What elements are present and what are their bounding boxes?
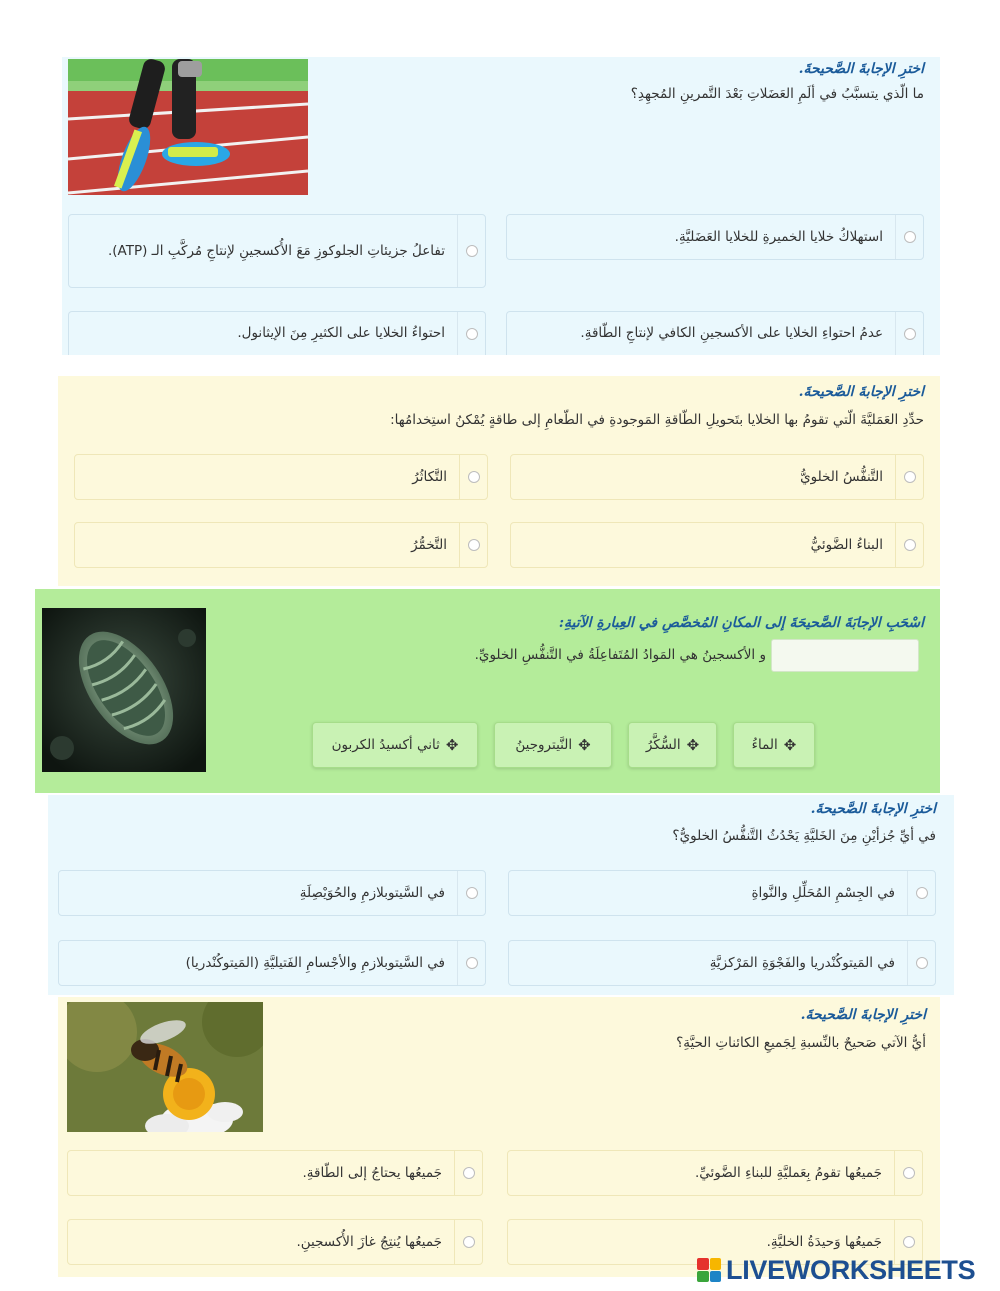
- radio-cell: [895, 455, 923, 499]
- question-1-section: [62, 57, 940, 355]
- radio-cell: [457, 312, 485, 355]
- drag-chip-water[interactable]: [733, 722, 815, 768]
- move-icon: ✥: [686, 736, 700, 754]
- radio-button[interactable]: [903, 1167, 915, 1179]
- radio-button[interactable]: [904, 539, 916, 551]
- radio-cell: [459, 455, 487, 499]
- radio-cell: [907, 941, 935, 985]
- question-4-text: في أيِّ جُزأيْنِ مِنَ الخَليَّةِ يَحْدُثُ التَّنفُّسُ الخلويُّ؟: [672, 828, 936, 844]
- radio-button[interactable]: [468, 539, 480, 551]
- drop-target-box[interactable]: [771, 639, 919, 672]
- option-label: استهلاكُ خلايا الخميرةِ للخلايا العَضَليَّةِ.: [674, 228, 883, 245]
- radio-button[interactable]: [466, 245, 478, 257]
- runner-photo: [68, 59, 308, 195]
- chip-label: الماءُ: [751, 737, 778, 753]
- move-icon: ✥: [783, 736, 797, 754]
- liveworksheets-brand[interactable]: [697, 1253, 995, 1287]
- q5-option-2[interactable]: [67, 1150, 483, 1196]
- radio-button[interactable]: [466, 957, 478, 969]
- liveworksheets-logo-icon: [697, 1258, 721, 1282]
- radio-button[interactable]: [904, 471, 916, 483]
- question-2-title: اخترِ الإجابةَ الصَّحيحةَ.: [798, 384, 924, 400]
- option-label: احتواءُ الخلايا على الكثيرِ مِنَ الإيثانول.: [237, 325, 445, 342]
- q2-option-1[interactable]: [510, 454, 924, 500]
- radio-cell: [894, 1151, 922, 1195]
- radio-button[interactable]: [916, 887, 928, 899]
- option-label: جَميعُها يُنتِجُ غازَ الأُكسجينِ.: [296, 1233, 442, 1250]
- q1-option-1[interactable]: [506, 214, 924, 260]
- option-label: البناءُ الضَّوئيُّ: [810, 536, 883, 553]
- radio-button[interactable]: [466, 887, 478, 899]
- radio-button[interactable]: [916, 957, 928, 969]
- radio-cell: [907, 871, 935, 915]
- radio-button[interactable]: [463, 1236, 475, 1248]
- drag-chip-nitrogen[interactable]: [494, 722, 612, 768]
- radio-cell: [454, 1220, 482, 1264]
- question-4-section: [48, 795, 954, 995]
- question-5-text: أيُّ الآتي صَحيحٌ بالنِّسبةِ لِجَميعِ الكائناتِ الحيَّةِ؟: [676, 1035, 926, 1051]
- drag-chip-sugar[interactable]: [628, 722, 717, 768]
- radio-cell: [457, 215, 485, 287]
- radio-button[interactable]: [904, 231, 916, 243]
- question-3-section: [35, 589, 940, 793]
- radio-cell: [459, 523, 487, 567]
- radio-cell: [895, 215, 923, 259]
- radio-button[interactable]: [468, 471, 480, 483]
- move-icon: ✥: [578, 736, 591, 754]
- mitochondria-photo: [42, 608, 206, 772]
- question-2-text: حدِّدِ العَمَليَّةَ الّتي تقومُ بها الخلايا بتَحويلِ الطّاقةِ المَوجودةِ في الطّعامِ إلى طاقةٍ يُمْكنُ استِخدامُها:: [390, 412, 924, 428]
- question-5-section: [58, 997, 940, 1277]
- q5-option-1[interactable]: [507, 1150, 923, 1196]
- drag-chip-carbon-dioxide[interactable]: [312, 722, 478, 768]
- radio-cell: [895, 312, 923, 355]
- radio-button[interactable]: [463, 1167, 475, 1179]
- brand-name: LIVEWORKSHEETS: [726, 1254, 976, 1285]
- option-label: جَميعُها تقومُ بِعَمليَّةِ للبناءِ الضَّوئيِّ.: [694, 1164, 882, 1181]
- option-label: التَّخمُّرُ: [411, 536, 447, 553]
- option-label: في السَّيتوبلازمِ والأجْسامِ الفَتيليَّةِ (المَيتوكُنْدريا): [185, 954, 445, 971]
- question-1-title: اخترِ الإجابةَ الصَّحيحةَ.: [798, 61, 924, 77]
- chip-label: ثاني أكسيدُ الكربون: [331, 737, 440, 753]
- chip-label: النَّيتروجينُ: [515, 737, 573, 753]
- question-1-text: ما الّذي يتسبَّبُ في ألَمِ العَضَلاتِ بَعْدَ التَّمرينِ المُجهِدِ؟: [630, 86, 924, 102]
- option-label: التَّكاثُرُ: [412, 468, 447, 485]
- radio-button[interactable]: [904, 328, 916, 340]
- question-2-section: [58, 376, 940, 586]
- radio-cell: [457, 871, 485, 915]
- radio-cell: [895, 523, 923, 567]
- option-label: في المَيتوكُنْدريا والفَجْوَةِ المَرْكزيَّةِ: [709, 954, 895, 971]
- q4-option-2[interactable]: [58, 870, 486, 916]
- q2-option-2[interactable]: [74, 454, 488, 500]
- option-label: جَميعُها وَحيدَةُ الخليَّةِ.: [766, 1233, 882, 1250]
- q2-option-3[interactable]: [510, 522, 924, 568]
- q1-option-2[interactable]: [68, 214, 486, 288]
- question-3-sentence: و الأكسجينُ هي المَوادُ المُتَفاعِلَةُ في التَّنفُّسِ الخلويِّ.: [474, 647, 766, 663]
- option-label: عدمُ احتواءِ الخلايا على الأكسجينِ الكافي لإنتاجِ الطّاقةِ.: [580, 325, 883, 342]
- radio-cell: [454, 1151, 482, 1195]
- option-label: جَميعُها يحتاجُ إلى الطّاقةِ.: [302, 1164, 442, 1181]
- question-3-title: اسْحَبِ الإجابَةَ الصَّحيحَةَ إلى المكانِ المُخصَّصِ في العِبارةِ الآتيةِ:: [558, 615, 924, 631]
- move-icon: ✥: [445, 736, 459, 754]
- q1-option-3[interactable]: [506, 311, 924, 355]
- question-5-title: اخترِ الإجابةَ الصَّحيحةَ.: [800, 1007, 926, 1023]
- option-label: في السَّيتوبلازمِ والحُوَيْصِلَةِ: [299, 884, 445, 901]
- q1-option-4[interactable]: [68, 311, 486, 355]
- chip-label: السُّكَّرُ: [645, 737, 681, 753]
- option-label: تفاعلُ جزيئاتِ الجلوكوزِ مَعَ الأُكسجينِ لإنتاجِ مُركَّبِ الـ (ATP).: [107, 242, 445, 259]
- q4-option-4[interactable]: [58, 940, 486, 986]
- radio-cell: [457, 941, 485, 985]
- q2-option-4[interactable]: [74, 522, 488, 568]
- question-4-title: اخترِ الإجابةَ الصَّحيحةَ.: [810, 801, 936, 817]
- radio-button[interactable]: [466, 328, 478, 340]
- q4-option-3[interactable]: [508, 940, 936, 986]
- q5-option-4[interactable]: [67, 1219, 483, 1265]
- option-label: التَّنفُّسُ الخلويُّ: [800, 468, 883, 485]
- bee-flower-photo: [67, 1002, 263, 1132]
- option-label: في الجِسْمِ المُحَلِّلِ والنَّواةِ: [751, 884, 895, 901]
- radio-button[interactable]: [903, 1236, 915, 1248]
- q4-option-1[interactable]: [508, 870, 936, 916]
